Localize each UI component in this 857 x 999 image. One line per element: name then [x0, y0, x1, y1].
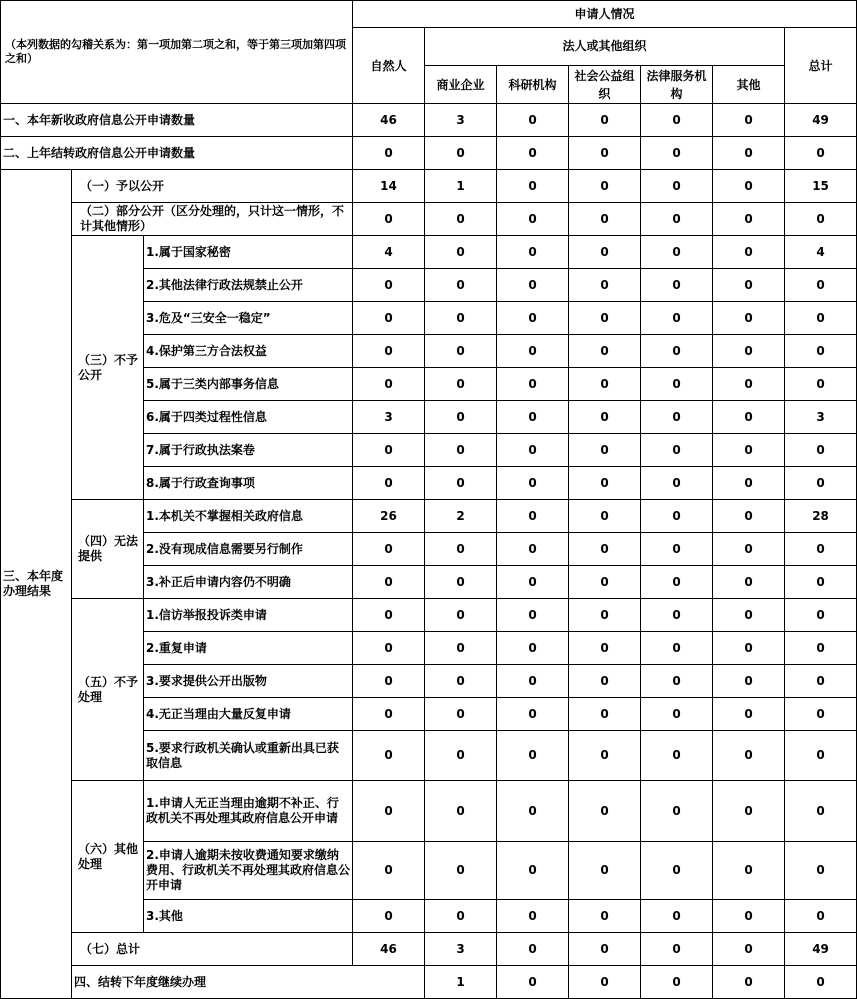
cell-value: 0 [353, 368, 425, 401]
table-row [1, 781, 857, 842]
cell-value: 0 [785, 566, 857, 599]
row-label: 四、结转下年度继续办理 [72, 966, 425, 999]
cell-value: 0 [425, 781, 497, 842]
cell-value: 0 [425, 236, 497, 269]
row-label: 5.属于三类内部事务信息 [144, 368, 353, 401]
cell-value: 3 [425, 933, 497, 966]
cell-value: 4 [353, 236, 425, 269]
cell-value: 0 [713, 566, 785, 599]
cell-value: 0 [425, 467, 497, 500]
table-row [1, 137, 857, 170]
cell-value: 0 [641, 401, 713, 434]
cell-value: 0 [425, 533, 497, 566]
cell-value: 2 [425, 500, 497, 533]
cell-value: 0 [569, 236, 641, 269]
cell-value: 0 [497, 401, 569, 434]
cell-value: 0 [641, 533, 713, 566]
cell-value: 0 [569, 137, 641, 170]
cell-value: 0 [569, 269, 641, 302]
cell-value: 0 [353, 599, 425, 632]
cell-value: 0 [641, 203, 713, 236]
cell-value: 0 [641, 933, 713, 966]
cell-value: 0 [641, 500, 713, 533]
group-label: （六）其他处理 [72, 781, 144, 933]
cell-value: 0 [425, 269, 497, 302]
row-label: （七）总计 [72, 933, 353, 966]
cell-value: 0 [353, 665, 425, 698]
cell-value: 0 [785, 781, 857, 842]
total-header: 总计 [785, 28, 857, 104]
cell-value: 0 [353, 900, 425, 933]
cell-value: 0 [497, 632, 569, 665]
group-label: （五）不予处理 [72, 599, 144, 781]
row-label: （一）予以公开 [72, 170, 353, 203]
group-label: （三）不予公开 [72, 236, 144, 500]
cell-value: 0 [785, 599, 857, 632]
cell-value: 0 [497, 933, 569, 966]
cell-value: 0 [641, 781, 713, 842]
cell-value: 0 [713, 302, 785, 335]
cell-value: 0 [569, 434, 641, 467]
cell-value: 0 [569, 104, 641, 137]
row-label: 1.信访举报投诉类申请 [144, 599, 353, 632]
cell-value: 0 [569, 566, 641, 599]
cell-value: 0 [713, 665, 785, 698]
cell-value: 0 [497, 781, 569, 842]
cell-value: 0 [641, 335, 713, 368]
row-label: 3.危及“三安全一稳定” [144, 302, 353, 335]
row-label: 3.要求提供公开出版物 [144, 665, 353, 698]
cell-value: 0 [425, 665, 497, 698]
cell-value: 0 [497, 236, 569, 269]
table-row [1, 933, 857, 966]
cell-value: 0 [425, 203, 497, 236]
sub-header-other: 其他 [713, 66, 785, 104]
cell-value: 0 [353, 698, 425, 731]
cell-value: 0 [569, 401, 641, 434]
cell-value: 0 [785, 434, 857, 467]
cell-value: 0 [497, 731, 569, 781]
cell-value: 0 [713, 533, 785, 566]
applicant-info-header: 申请人情况 [353, 1, 857, 28]
cell-value: 0 [497, 203, 569, 236]
cell-value: 0 [713, 137, 785, 170]
cell-value: 0 [569, 533, 641, 566]
cell-value: 0 [641, 137, 713, 170]
cell-value: 0 [785, 269, 857, 302]
cell-value: 0 [641, 900, 713, 933]
row-label: 4.保护第三方合法权益 [144, 335, 353, 368]
cell-value: 0 [569, 842, 641, 900]
cell-value: 1 [425, 170, 497, 203]
cell-value: 0 [713, 500, 785, 533]
header-note: （本列数据的勾稽关系为：第一项加第二项之和，等于第三项加第四项之和） [1, 1, 353, 104]
section-3-label: 三、本年度办理结果 [1, 170, 72, 999]
cell-value: 0 [569, 203, 641, 236]
sub-header-legal-service: 法律服务机构 [641, 66, 713, 104]
table-row [1, 966, 857, 999]
cell-value: 0 [713, 401, 785, 434]
row-label: 一、本年新收政府信息公开申请数量 [1, 104, 353, 137]
cell-value: 0 [785, 533, 857, 566]
cell-value: 0 [353, 302, 425, 335]
cell-value: 0 [785, 302, 857, 335]
cell-value: 0 [353, 467, 425, 500]
cell-value: 0 [569, 170, 641, 203]
cell-value: 0 [641, 236, 713, 269]
cell-value: 0 [641, 269, 713, 302]
row-label: 7.属于行政执法案卷 [144, 434, 353, 467]
cell-value: 0 [713, 632, 785, 665]
cell-value: 0 [785, 137, 857, 170]
cell-value: 0 [569, 335, 641, 368]
cell-value: 0 [425, 434, 497, 467]
cell-value: 3 [785, 401, 857, 434]
cell-value: 0 [425, 566, 497, 599]
cell-value: 0 [713, 269, 785, 302]
cell-value: 46 [353, 933, 425, 966]
cell-value: 0 [425, 731, 497, 781]
cell-value: 0 [785, 842, 857, 900]
cell-value: 0 [353, 842, 425, 900]
cell-value: 0 [569, 599, 641, 632]
cell-value: 0 [497, 966, 569, 999]
cell-value: 0 [353, 203, 425, 236]
row-label: 2.重复申请 [144, 632, 353, 665]
cell-value: 0 [641, 731, 713, 781]
cell-value: 0 [569, 933, 641, 966]
cell-value: 0 [353, 632, 425, 665]
table-row [1, 170, 857, 203]
sub-header-business: 商业企业 [425, 66, 497, 104]
cell-value: 0 [713, 467, 785, 500]
cell-value: 0 [641, 632, 713, 665]
header-row-1 [1, 1, 857, 28]
cell-value: 0 [497, 566, 569, 599]
group-label: （四）无法提供 [72, 500, 144, 599]
cell-value: 0 [425, 335, 497, 368]
row-label: 2.没有现成信息需要另行制作 [144, 533, 353, 566]
cell-value: 0 [497, 900, 569, 933]
cell-value: 0 [641, 698, 713, 731]
cell-value: 0 [425, 900, 497, 933]
cell-value: 0 [569, 302, 641, 335]
cell-value: 0 [353, 566, 425, 599]
cell-value: 0 [425, 599, 497, 632]
cell-value: 0 [425, 842, 497, 900]
legal-org-header: 法人或其他组织 [425, 28, 785, 66]
row-label: 8.属于行政查询事项 [144, 467, 353, 500]
cell-value: 4 [785, 236, 857, 269]
cell-value: 0 [785, 966, 857, 999]
cell-value: 0 [497, 302, 569, 335]
cell-value: 0 [497, 104, 569, 137]
cell-value: 28 [785, 500, 857, 533]
cell-value: 0 [425, 632, 497, 665]
cell-value: 0 [785, 467, 857, 500]
cell-value: 0 [641, 368, 713, 401]
cell-value: 0 [569, 500, 641, 533]
cell-value: 0 [353, 781, 425, 842]
cell-value: 0 [353, 269, 425, 302]
row-label: 1.申请人无正当理由逾期不补正、行政机关不再处理其政府信息公开申请 [144, 781, 353, 842]
cell-value: 0 [713, 842, 785, 900]
cell-value: 0 [353, 533, 425, 566]
cell-value: 0 [353, 731, 425, 781]
cell-value: 0 [497, 599, 569, 632]
cell-value: 0 [641, 966, 713, 999]
row-label: 6.属于四类过程性信息 [144, 401, 353, 434]
cell-value: 0 [785, 900, 857, 933]
cell-value: 0 [569, 900, 641, 933]
cell-value: 49 [785, 933, 857, 966]
cell-value: 0 [713, 104, 785, 137]
cell-value: 0 [785, 632, 857, 665]
cell-value: 0 [785, 335, 857, 368]
row-label: 2.申请人逾期未按收费通知要求缴纳费用、行政机关不再处理其政府信息公开申请 [144, 842, 353, 900]
cell-value: 0 [497, 842, 569, 900]
cell-value: 0 [785, 731, 857, 781]
cell-value: 49 [785, 104, 857, 137]
natural-person-header: 自然人 [353, 28, 425, 104]
cell-value: 0 [425, 302, 497, 335]
cell-value: 14 [353, 170, 425, 203]
cell-value: 3 [353, 401, 425, 434]
row-label: 1.本机关不掌握相关政府信息 [144, 500, 353, 533]
cell-value: 0 [497, 368, 569, 401]
cell-value: 0 [713, 170, 785, 203]
cell-value: 0 [353, 335, 425, 368]
cell-value: 0 [497, 500, 569, 533]
table-row [1, 500, 857, 533]
cell-value: 0 [713, 203, 785, 236]
row-label: 2.其他法律行政法规禁止公开 [144, 269, 353, 302]
cell-value: 0 [641, 665, 713, 698]
cell-value: 0 [641, 842, 713, 900]
cell-value: 0 [785, 368, 857, 401]
table-row [1, 104, 857, 137]
cell-value: 0 [785, 698, 857, 731]
cell-value: 0 [569, 698, 641, 731]
cell-value: 0 [425, 137, 497, 170]
cell-value: 0 [713, 731, 785, 781]
cell-value: 0 [713, 698, 785, 731]
cell-value: 0 [641, 104, 713, 137]
sub-header-public-welfare: 社会公益组织 [569, 66, 641, 104]
cell-value: 0 [641, 302, 713, 335]
cell-value: 0 [641, 467, 713, 500]
cell-value: 0 [713, 599, 785, 632]
cell-value: 0 [497, 665, 569, 698]
cell-value: 0 [713, 966, 785, 999]
cell-value: 0 [641, 170, 713, 203]
cell-value: 0 [497, 698, 569, 731]
cell-value: 0 [569, 781, 641, 842]
cell-value: 0 [353, 434, 425, 467]
row-label: （二）部分公开（区分处理的，只计这一情形，不计其他情形） [72, 203, 353, 236]
cell-value: 0 [425, 401, 497, 434]
cell-value: 0 [713, 236, 785, 269]
cell-value: 0 [425, 698, 497, 731]
row-label: 1.属于国家秘密 [144, 236, 353, 269]
cell-value: 0 [569, 966, 641, 999]
table-row [1, 203, 857, 236]
row-label: 5.要求行政机关确认或重新出具已获取信息 [144, 731, 353, 781]
cell-value: 0 [569, 731, 641, 781]
row-label: 3.补正后申请内容仍不明确 [144, 566, 353, 599]
cell-value: 0 [641, 434, 713, 467]
cell-value: 0 [497, 170, 569, 203]
cell-value: 15 [785, 170, 857, 203]
cell-value: 46 [353, 104, 425, 137]
cell-value: 0 [713, 900, 785, 933]
cell-value: 0 [425, 368, 497, 401]
cell-value: 0 [713, 933, 785, 966]
cell-value: 0 [497, 467, 569, 500]
sub-header-research: 科研机构 [497, 66, 569, 104]
cell-value: 0 [497, 533, 569, 566]
row-label: 二、上年结转政府信息公开申请数量 [1, 137, 353, 170]
cell-value: 0 [713, 368, 785, 401]
cell-value: 3 [425, 104, 497, 137]
cell-value: 0 [713, 434, 785, 467]
cell-value: 0 [353, 137, 425, 170]
cell-value: 0 [785, 665, 857, 698]
cell-value: 0 [497, 269, 569, 302]
cell-value: 0 [569, 368, 641, 401]
cell-value: 26 [353, 500, 425, 533]
table-row [1, 236, 857, 269]
cell-value: 0 [713, 781, 785, 842]
table-row [1, 599, 857, 632]
cell-value: 0 [569, 467, 641, 500]
cell-value: 0 [569, 665, 641, 698]
cell-value: 0 [497, 434, 569, 467]
cell-value: 0 [641, 599, 713, 632]
cell-value: 1 [425, 966, 497, 999]
cell-value: 0 [641, 566, 713, 599]
row-label: 3.其他 [144, 900, 353, 933]
cell-value: 0 [497, 137, 569, 170]
cell-value: 0 [569, 632, 641, 665]
cell-value: 0 [785, 203, 857, 236]
cell-value: 0 [713, 335, 785, 368]
cell-value: 0 [497, 335, 569, 368]
row-label: 4.无正当理由大量反复申请 [144, 698, 353, 731]
